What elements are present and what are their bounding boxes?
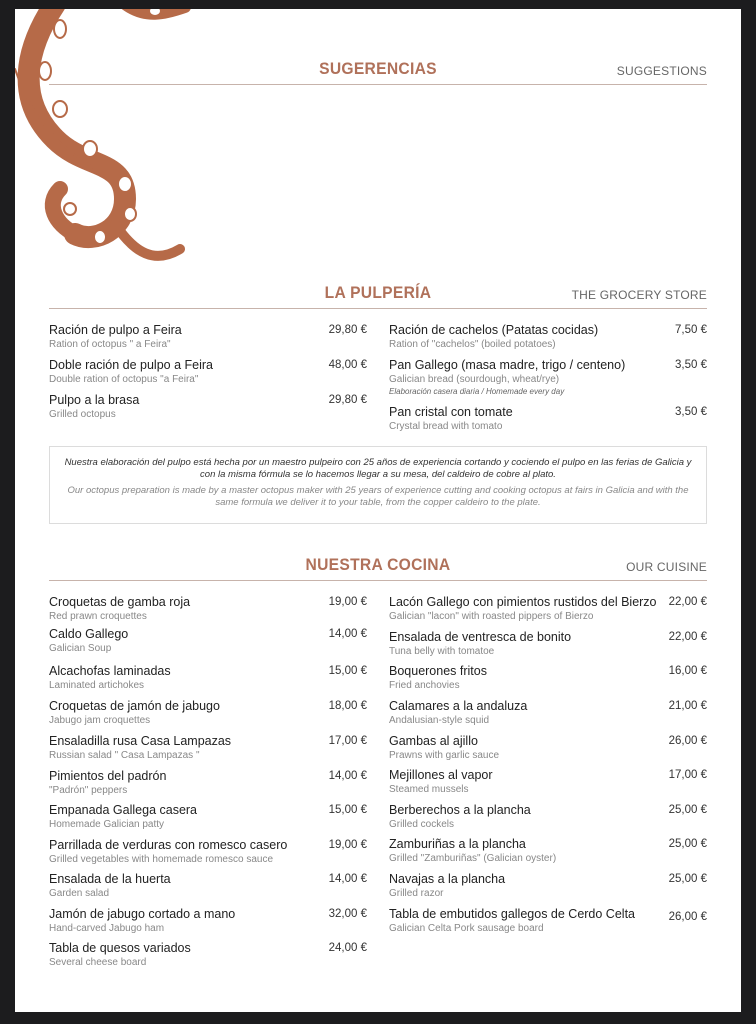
item-description: Several cheese board — [49, 957, 147, 968]
item-name: Mejillones al vapor — [389, 768, 493, 782]
item-name: Berberechos a la plancha — [389, 803, 531, 817]
menu-item — [389, 906, 707, 941]
pulperia-right-column — [389, 322, 707, 439]
item-description: Homemade Galician patty — [49, 819, 165, 830]
menu-item — [49, 837, 367, 871]
item-description: Galician Soup — [49, 643, 112, 654]
cocina-header — [49, 555, 707, 585]
item-name: Lacón Gallego con pimientos rustidos del Bierzo — [389, 595, 657, 609]
item-name: Alcachofas laminadas — [49, 664, 171, 678]
item-price: 21,00 € — [668, 700, 707, 712]
item-name: Caldo Gallego — [49, 627, 129, 641]
menu-item — [389, 357, 707, 404]
menu-item — [389, 594, 707, 629]
item-name: Pulpo a la brasa — [49, 393, 140, 407]
octopus-preparation-notice — [49, 446, 707, 524]
item-price: 48,00 € — [328, 359, 367, 371]
menu-item — [389, 322, 707, 357]
item-price: 22,00 € — [668, 631, 707, 643]
item-name: Pan Gallego (masa madre, trigo / centeno) — [389, 358, 626, 372]
item-name: Doble ración de pulpo a Feira — [49, 358, 213, 372]
item-price: 19,00 € — [328, 839, 367, 851]
menu-item — [49, 940, 367, 974]
item-price: 3,50 € — [675, 406, 707, 418]
divider — [49, 308, 707, 309]
cocina-left-column — [49, 594, 367, 974]
menu-item — [49, 871, 367, 906]
pulperia-header — [49, 283, 707, 313]
item-name: Navajas a la plancha — [389, 872, 506, 886]
item-description: Jabugo jam croquettes — [49, 715, 151, 726]
menu-item — [49, 392, 367, 427]
item-description: Galician bread (sourdough, wheat/rye) — [389, 374, 560, 385]
item-name: Ensalada de ventresca de bonito — [389, 630, 572, 644]
menu-item — [49, 594, 367, 626]
item-price: 24,00 € — [328, 942, 367, 954]
item-description: Laminated artichokes — [49, 680, 145, 691]
item-price: 26,00 € — [668, 911, 707, 923]
item-price: 32,00 € — [328, 908, 367, 920]
item-price: 14,00 € — [328, 628, 367, 640]
section-subtitle: SUGGESTIONS — [616, 64, 707, 78]
section-title: LA PULPERÍA — [324, 283, 432, 302]
item-price: 25,00 € — [668, 873, 707, 885]
menu-item — [389, 733, 707, 767]
menu-item — [49, 802, 367, 837]
divider — [49, 580, 707, 581]
item-name: Croquetas de jamón de jabugo — [49, 699, 220, 713]
item-name: Ensaladilla rusa Casa Lampazas — [49, 734, 232, 748]
item-name: Parrillada de verduras con romesco casero — [49, 838, 288, 852]
menu-item — [49, 626, 367, 663]
menu-item — [49, 906, 367, 940]
item-price: 19,00 € — [328, 596, 367, 608]
item-price: 18,00 € — [328, 700, 367, 712]
menu-item — [49, 322, 367, 357]
item-description: Tuna belly with tomatoe — [389, 646, 495, 657]
item-name: Ración de pulpo a Feira — [49, 323, 182, 337]
item-description: Galician Celta Pork sausage board — [389, 923, 544, 934]
item-name: Ración de cachelos (Patatas cocidas) — [389, 323, 599, 337]
item-note: Elaboración casera diaria / Homemade every day — [389, 387, 565, 396]
menu-item — [49, 733, 367, 768]
menu-item — [389, 404, 707, 439]
item-name: Tabla de embutidos gallegos de Cerdo Celta — [389, 907, 635, 921]
item-description: Red prawn croquettes — [49, 611, 147, 622]
item-name: Boquerones fritos — [389, 664, 487, 678]
section-subtitle: THE GROCERY STORE — [571, 288, 707, 302]
item-name: Jamón de jabugo cortado a mano — [49, 907, 236, 921]
divider — [49, 84, 707, 85]
item-price: 15,00 € — [328, 665, 367, 677]
item-description: "Padrón" peppers — [49, 785, 128, 796]
notice-english: Our octopus preparation is made by a master octopus maker with 25 years of experience cutting and cooking octopus at fairs in Galicia and with the same formula we deliver it to your table, from the copper caldeiro to the plate. — [67, 485, 689, 508]
item-description: Fried anchovies — [389, 680, 460, 691]
section-title: NUESTRA COCINA — [305, 555, 451, 574]
item-description: Ration of "cachelos" (boiled potatoes) — [389, 339, 556, 350]
item-name: Zamburiñas a la plancha — [389, 837, 526, 851]
item-description: Grilled razor — [389, 888, 444, 899]
menu-item — [49, 663, 367, 698]
item-description: Garden salad — [49, 888, 110, 899]
item-description: Grilled cockels — [389, 819, 455, 830]
item-description: Ration of octopus " a Feira" — [49, 339, 171, 350]
menu-item — [389, 836, 707, 871]
item-description: Grilled vegetables with homemade romesco sauce — [49, 854, 273, 865]
item-price: 22,00 € — [668, 596, 707, 608]
item-name: Tabla de quesos variados — [49, 941, 191, 955]
menu-item — [389, 767, 707, 802]
item-price: 3,50 € — [675, 359, 707, 371]
section-subtitle: OUR CUISINE — [626, 560, 707, 574]
item-price: 26,00 € — [668, 735, 707, 747]
menu-item — [389, 663, 707, 698]
menu-item — [389, 629, 707, 663]
octopus-tentacle-icon — [15, 9, 215, 299]
item-description: Steamed mussels — [389, 784, 469, 795]
item-description: Grilled octopus — [49, 409, 116, 420]
item-description: Hand-carved Jabugo ham — [49, 923, 165, 934]
item-price: 29,80 € — [328, 324, 367, 336]
menu-item — [389, 871, 707, 906]
menu-item — [389, 698, 707, 733]
item-price: 16,00 € — [668, 665, 707, 677]
menu-item — [389, 802, 707, 836]
item-name: Croquetas de gamba roja — [49, 595, 191, 609]
item-price: 7,50 € — [675, 324, 707, 336]
notice-spanish: Nuestra elaboración del pulpo está hecha por un maestro pulpeiro con 25 años de experiencia cortando y cociendo el pulpo en las ferias de Galicia y con la misma fórmula se lo hacemos llegar a su mesa, del caldeiro de cobre al plato. — [64, 457, 692, 480]
item-price: 25,00 € — [668, 804, 707, 816]
item-price: 29,80 € — [328, 394, 367, 406]
item-name: Ensalada de la huerta — [49, 872, 171, 886]
item-description: Double ration of octopus "a Feira" — [49, 374, 199, 385]
item-name: Pimientos del padrón — [49, 769, 167, 783]
item-description: Prawns with garlic sauce — [389, 750, 500, 761]
pulperia-left-column — [49, 322, 367, 427]
item-name: Gambas al ajillo — [389, 734, 478, 748]
suggestions-header — [49, 59, 707, 89]
menu-item — [49, 768, 367, 802]
menu-item — [49, 357, 367, 392]
menu-page — [15, 9, 741, 1012]
item-description: Crystal bread with tomato — [389, 421, 503, 432]
item-description: Andalusian-style squid — [389, 715, 490, 726]
item-description: Grilled "Zamburiñas" (Galician oyster) — [389, 853, 557, 864]
item-name: Calamares a la andaluza — [389, 699, 528, 713]
item-description: Galician "lacon" with roasted pippers of Bierzo — [389, 611, 594, 622]
item-description: Russian salad " Casa Lampazas " — [49, 750, 200, 761]
section-title: SUGERENCIAS — [319, 59, 437, 78]
item-price: 14,00 € — [328, 770, 367, 782]
item-price: 17,00 € — [668, 769, 707, 781]
item-name: Empanada Gallega casera — [49, 803, 198, 817]
cocina-right-column — [389, 594, 707, 941]
item-price: 15,00 € — [328, 804, 367, 816]
menu-item — [49, 698, 367, 733]
item-name: Pan cristal con tomate — [389, 405, 513, 419]
item-price: 14,00 € — [328, 873, 367, 885]
item-price: 17,00 € — [328, 735, 367, 747]
item-price: 25,00 € — [668, 838, 707, 850]
